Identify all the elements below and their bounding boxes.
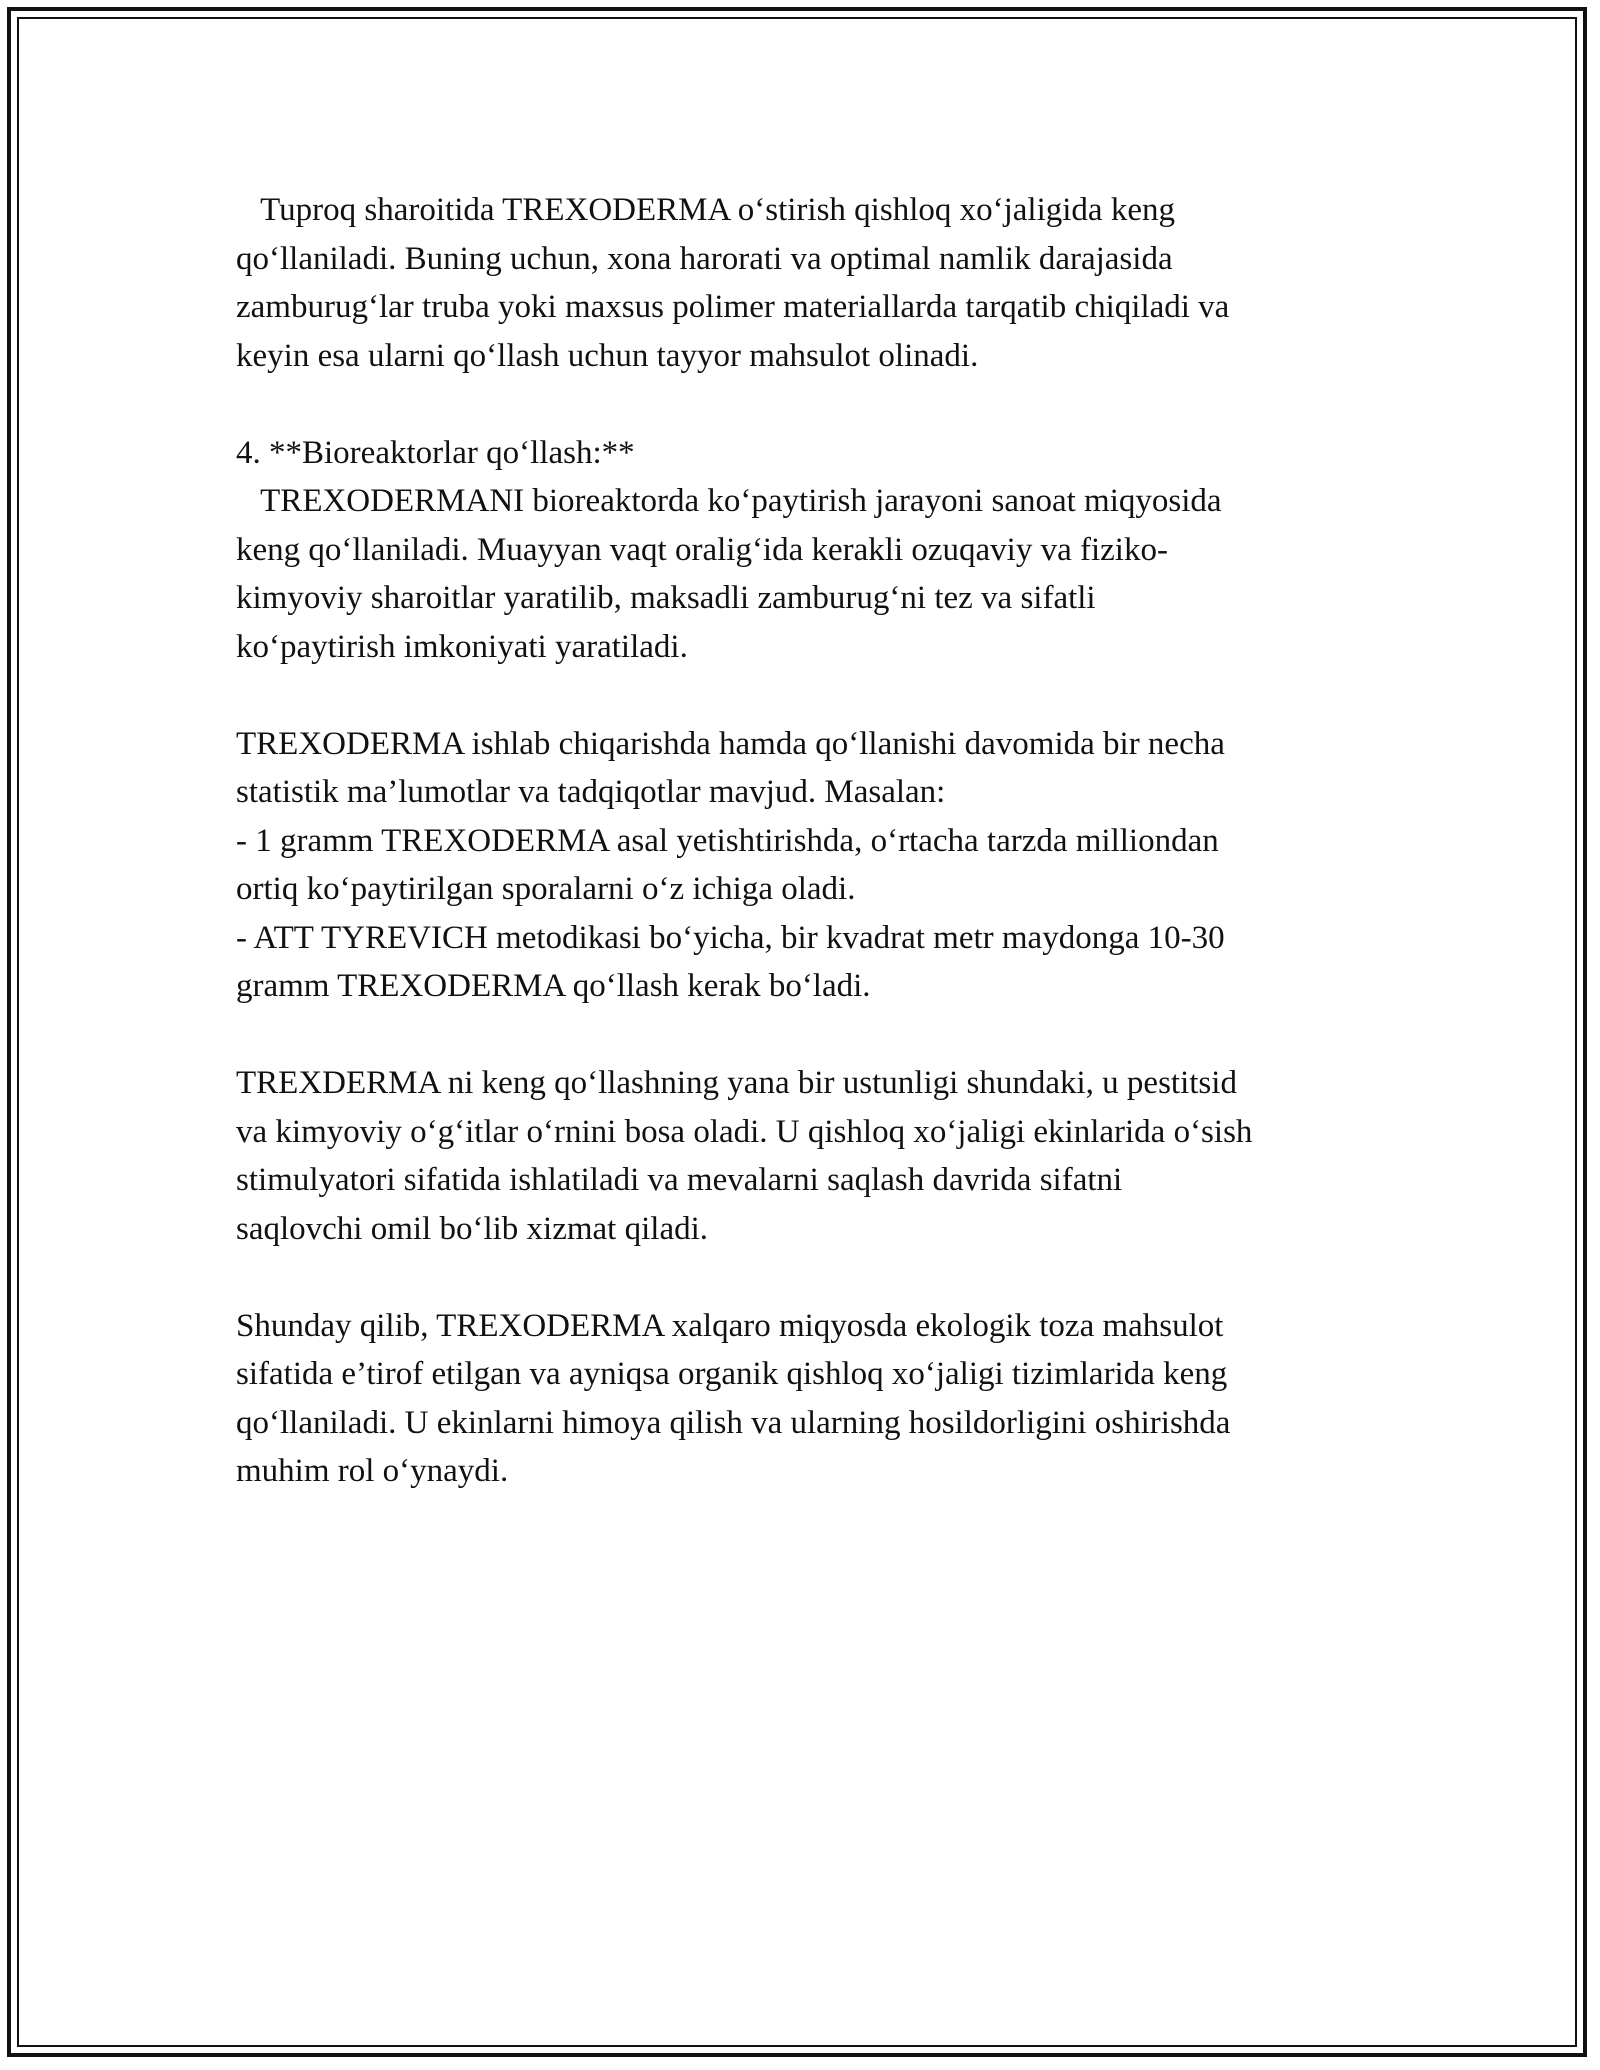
paragraph-statistics <box>236 720 1376 1011</box>
text-line: Shunday qilib, TREXODERMA xalqaro miqyosda ekologik toza mahsulot <box>236 1307 1224 1344</box>
paragraph-spacer <box>236 1011 1376 1060</box>
paragraph-spacer <box>236 380 1376 429</box>
text-line: TREXDERMA ni keng qo‘llashning yana bir ustunligi shundaki, u pestitsid <box>236 1065 1237 1101</box>
paragraph-advantage <box>236 1059 1376 1253</box>
text-line: keng qo‘llaniladi. Muayyan vaqt oralig‘ida kerakli ozuqaviy va fiziko- <box>236 531 1168 568</box>
paragraph-cultivation-soil <box>236 186 1376 380</box>
list-item: - ATT TYREVICH metodikasi bo‘yicha, bir kvadrat metr maydonga 10-30 <box>236 919 1225 956</box>
text-line: muhim rol o‘ynaydi. <box>236 1453 509 1489</box>
text-line: keyin esa ularni qo‘llash uchun tayyor mahsulot olinadi. <box>236 337 979 374</box>
text-line: saqlovchi omil bo‘lib xizmat qiladi. <box>236 1210 709 1247</box>
text-line: sifatida e’tirof etilgan va ayniqsa organik qishloq xo‘jaligi tizimlarida keng <box>236 1356 1228 1392</box>
text-line: TREXODERMANI bioreaktorda ko‘paytirish jarayoni sanoat miqyosida <box>236 483 1222 519</box>
document-body <box>236 186 1376 1496</box>
text-line: ko‘paytirish imkoniyati yaratiladi. <box>236 628 688 665</box>
text-line: kimyoviy sharoitlar yaratilib, maksadli zamburug‘ni tez va sifatli <box>236 580 1096 616</box>
text-line: zamburug‘lar truba yoki maxsus polimer materiallarda tarqatib chiqiladi va <box>236 289 1230 325</box>
text-line: Tuproq sharoitida TREXODERMA o‘stirish qishloq xo‘jaligida keng <box>236 192 1175 228</box>
section-heading: 4. **Bioreaktorlar qo‘llash:** <box>236 434 635 471</box>
section-bioreactors <box>236 429 1376 672</box>
text-line: va kimyoviy o‘g‘itlar o‘rnini bosa oladi. U qishloq xo‘jaligi ekinlarida o‘sish <box>236 1113 1253 1150</box>
text-line: ortiq ko‘paytirilgan sporalarni o‘z ichiga oladi. <box>236 871 856 907</box>
paragraph-spacer <box>236 1253 1376 1302</box>
paragraph-conclusion <box>236 1302 1376 1496</box>
text-line: statistik ma’lumotlar va tadqiqotlar mavjud. Masalan: <box>236 774 946 810</box>
text-line: stimulyatori sifatida ishlatiladi va mevalarni saqlash davrida sifatni <box>236 1162 1123 1198</box>
text-line: qo‘llaniladi. U ekinlarni himoya qilish va ularning hosildorligini oshirishda <box>236 1404 1231 1441</box>
list-item: - 1 gramm TREXODERMA asal yetishtirishda, o‘rtacha tarzda milliondan <box>236 822 1219 859</box>
text-line: gramm TREXODERMA qo‘llash kerak bo‘ladi. <box>236 968 871 1004</box>
text-line: TREXODERMA ishlab chiqarishda hamda qo‘llanishi davomida bir necha <box>236 725 1225 762</box>
text-line: qo‘llaniladi. Buning uchun, xona harorati va optimal namlik darajasida <box>236 240 1173 277</box>
paragraph-spacer <box>236 671 1376 720</box>
